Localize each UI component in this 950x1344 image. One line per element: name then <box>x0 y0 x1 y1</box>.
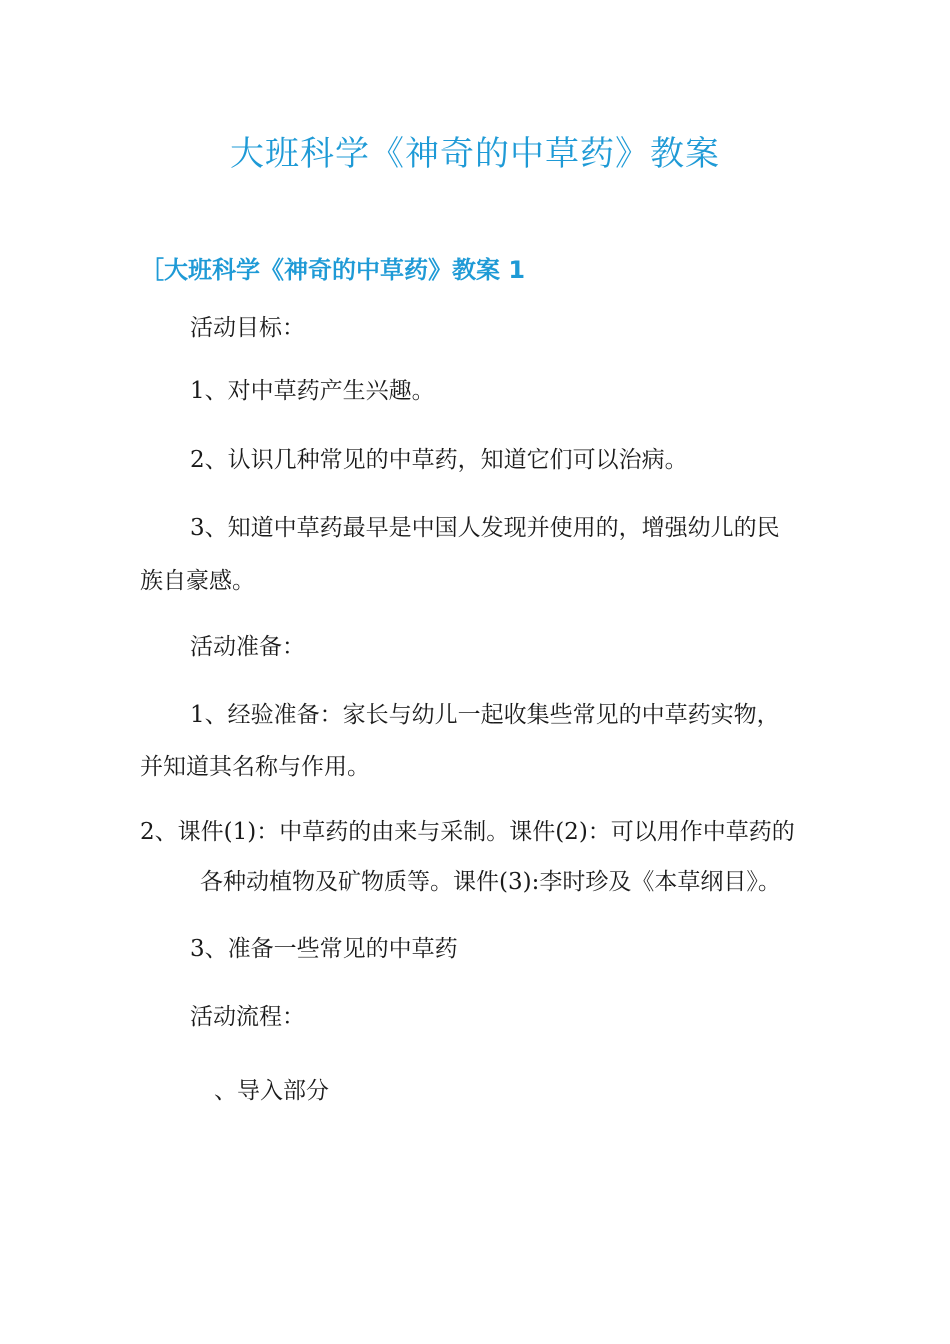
process-item-intro: 、导入部分 <box>214 1078 329 1104</box>
section-heading: ［大班科学《神奇的中草药》教案 1 <box>140 256 526 284</box>
preparation-item-1: 1、经验准备：家长与幼儿一起收集些常见的中草药实物， <box>190 702 780 728</box>
goals-heading: 活动目标： <box>190 315 305 341</box>
preparation-item-2-continued: 各种动植物及矿物质等。课件(3):李时珍及《本草纲目》。 <box>200 869 781 895</box>
preparation-item-1-continued: 并知道其名称与作用。 <box>140 754 370 780</box>
preparation-item-2: 2、课件(1)：中草药的由来与采制。课件(2)：可以用作中草药的 <box>140 819 795 845</box>
preparation-item-3: 3、准备一些常见的中草药 <box>190 936 458 962</box>
process-heading: 活动流程： <box>190 1004 305 1030</box>
preparation-heading: 活动准备： <box>190 634 305 660</box>
goal-item-3: 3、知道中草药最早是中国人发现并使用的，增强幼儿的民 <box>190 515 780 541</box>
document-title: 大班科学《神奇的中草药》教案 <box>230 134 720 174</box>
goal-item-3-continued: 族自豪感。 <box>140 568 255 594</box>
goal-item-1: 1、对中草药产生兴趣。 <box>190 378 435 404</box>
goal-item-2: 2、认识几种常见的中草药，知道它们可以治病。 <box>190 447 688 473</box>
